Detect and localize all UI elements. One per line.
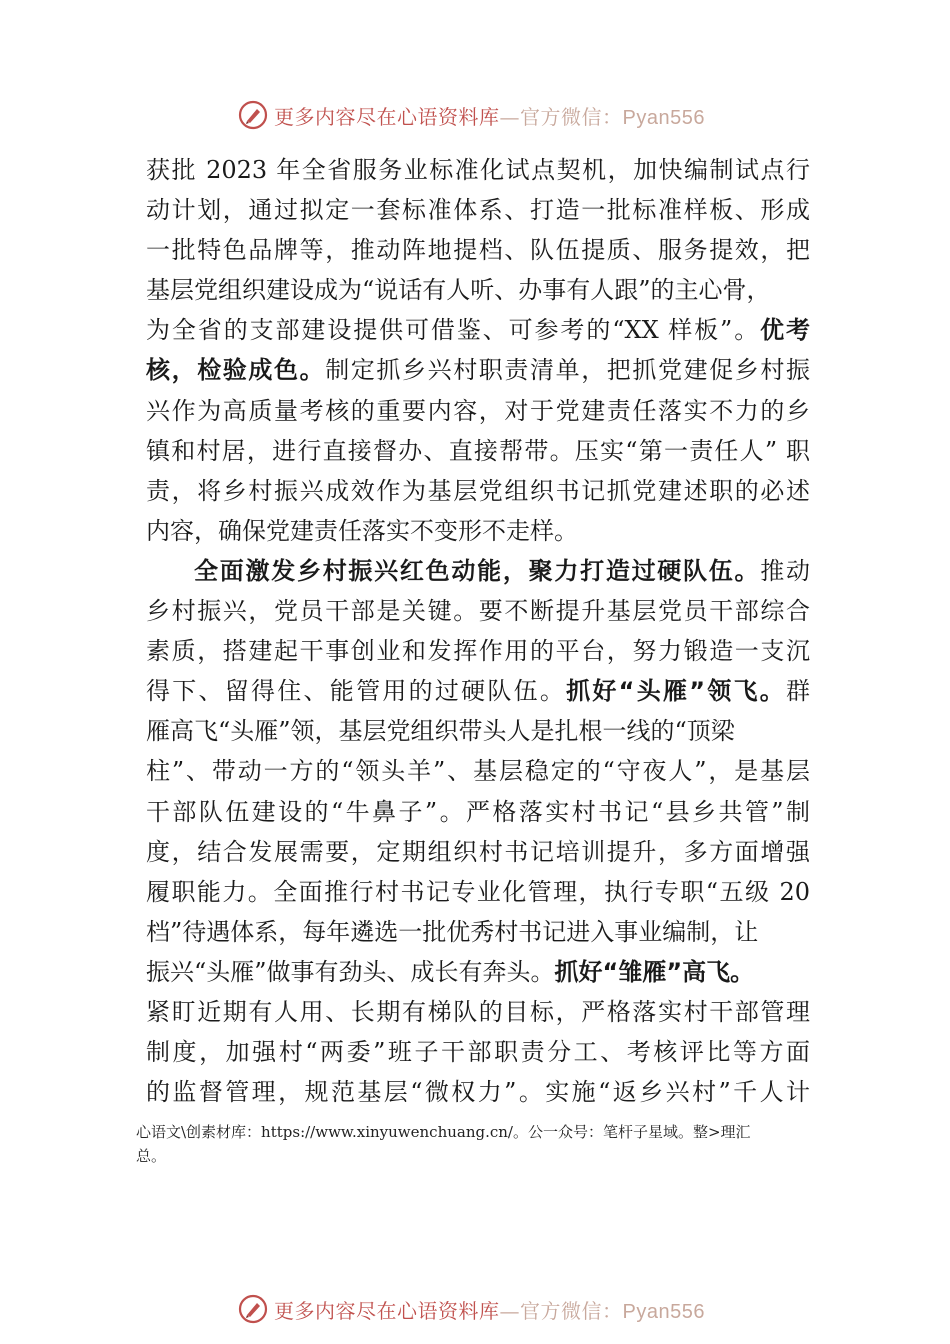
banner-main: 更多内容尽在心语资料库 [274, 104, 500, 129]
text-line: 素质，搭建起干事创业和发挥作用的平台，努力锻造一支沉 [146, 637, 810, 666]
pen-logo-icon [238, 1294, 268, 1324]
text-line [146, 310, 810, 350]
text-span: 推动 [760, 556, 811, 585]
text-line: 柱”、带动一方的“领头羊”、基层稳定的“守夜人”，是基层 [146, 757, 810, 786]
text-line: 档”待遇体系，每年遴选一批优秀村书记进入事业编制，让 [146, 917, 759, 946]
banner-main: 更多内容尽在心语资料库 [274, 1298, 500, 1323]
banner-dash: — [499, 104, 520, 129]
article-body [146, 150, 810, 1112]
banner-dash: — [499, 1298, 520, 1323]
text-line: 一批特色品牌等，推动阵地提档、队伍提质、服务提效，把 [146, 236, 810, 265]
banner-id: Pyan556 [622, 1300, 705, 1323]
bold-heading: 抓好“雏雁”高飞。 [554, 957, 755, 986]
text-line: 雁高飞“头雁”领，基层党组织带头人是扎根一线的“顶梁 [146, 717, 735, 746]
text-line: 的监督管理，规范基层“微权力”。实施“返乡兴村”千人计 [146, 1078, 810, 1107]
header-banner [238, 98, 705, 132]
text-span: 为全省的支部建设提供可借鉴、可参考的“XX 样板”。 [146, 316, 761, 345]
text-line [146, 671, 810, 711]
bold-heading: 优考 [760, 316, 810, 345]
text-line: 责，将乡村振兴成效作为基层党组织书记抓党建述职的必述 [146, 476, 810, 505]
bold-heading: 核，检验成色。 [146, 356, 326, 385]
text-line [146, 551, 810, 591]
banner-text [274, 101, 705, 130]
section-heading: 全面激发乡村振兴红色动能，聚力打造过硬队伍。 [194, 556, 761, 585]
source-footer [136, 1120, 856, 1168]
text-line: 度，结合发展需要，定期组织村书记培训提升，多方面增强 [146, 837, 810, 866]
text-span: 振兴“头雁”做事有劲头、成长有奔头。 [146, 957, 555, 986]
footer-line: 心语文\创素材库：https://www.xinyuwenchuang.cn/。公一众号：笔杆子星域。整>理汇 [136, 1123, 751, 1141]
text-line: 干部队伍建设的“牛鼻子”。严格落实村书记“县乡共管”制 [146, 797, 810, 826]
text-line [146, 952, 810, 992]
banner-official: 官方微信： [520, 1298, 623, 1323]
text-span: 得下、留得住、能管用的过硬队伍。 [146, 677, 567, 706]
text-line: 基层党组织建设成为“说话有人听、办事有人跟”的主心骨， [146, 276, 771, 305]
text-line: 履职能力。全面推行村书记专业化管理，执行专职“五级 20 [146, 877, 810, 906]
banner-official: 官方微信： [520, 104, 623, 129]
pen-logo-icon [238, 100, 268, 130]
text-line: 内容，确保党建责任落实不变形不走样。 [146, 516, 578, 545]
text-span: 群 [786, 677, 811, 706]
footer-banner [238, 1292, 705, 1326]
text-line: 紧盯近期有人用、长期有梯队的目标，严格落实村干部管理 [146, 997, 810, 1026]
text-line: 动计划，通过拟定一套标准体系、打造一批标准样板、形成 [146, 196, 810, 225]
text-line: 制度，加强村“两委”班子干部职责分工、考核评比等方面 [146, 1038, 810, 1067]
text-line: 获批 2023 年全省服务业标准化试点契机，加快编制试点行 [146, 156, 810, 184]
text-line: 兴作为高质量考核的重要内容，对于党建责任落实不力的乡 [146, 396, 810, 425]
banner-id: Pyan556 [622, 106, 705, 129]
banner-text [274, 1295, 705, 1324]
text-span: 制定抓乡兴村职责清单，把抓党建促乡村振 [325, 356, 811, 385]
bold-heading: 抓好“头雁”领飞。 [566, 677, 787, 706]
text-line: 乡村振兴，党员干部是关键。要不断提升基层党员干部综合 [146, 597, 810, 626]
text-line: 镇和村居，进行直接督办、直接帮带。压实“第一责任人” 职 [146, 436, 810, 465]
footer-line: 总。 [136, 1147, 167, 1165]
text-line [146, 350, 810, 390]
